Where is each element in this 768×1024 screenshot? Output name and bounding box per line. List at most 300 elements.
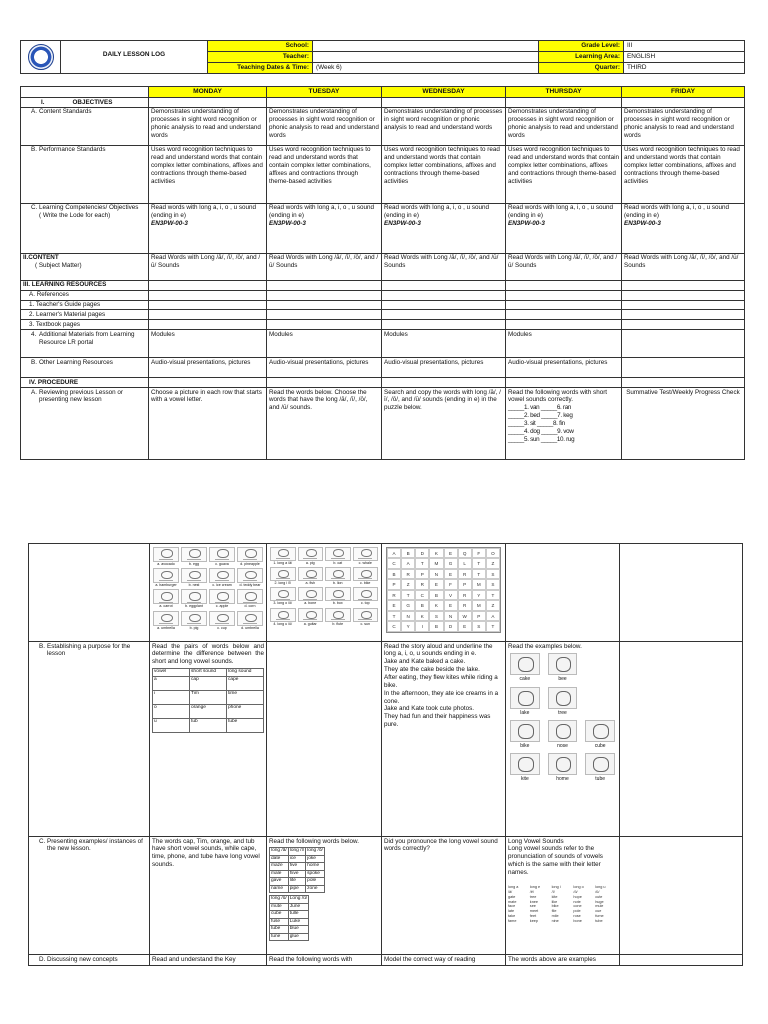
picture-choice [325, 567, 351, 585]
picture-icon [270, 567, 296, 581]
picture-caption: 3. long o /ō/ [273, 601, 293, 606]
examples-thu: Long Vowel Sounds Long vowel sounds refer to the pronunciation of sounds of vowels which is the same with their letter names. long a /ā/ gate mate face late take fame long e /ē/ tree knee see meet feet keep long i /ī/ kite like bike file mile nine long o /ō/ hope note cone pole rose bone long u /ū/ cute huge mule cue fume tube [506, 837, 620, 955]
picture-caption: a. carrot [159, 604, 173, 609]
pairs-cell: i [153, 690, 190, 704]
puzzle-letter: R [415, 579, 429, 590]
puzzle-letter: Y [401, 621, 415, 632]
review-mon: Choose a picture in each row that starts with a vowel letter. [149, 388, 267, 460]
puzzle-letter: G [444, 558, 458, 569]
word-cell: joke [306, 855, 325, 863]
picture-icon [209, 589, 235, 604]
puzzle-letter: C [387, 621, 401, 632]
short-vowel-item: _____5. sun _____10. rug [508, 435, 575, 443]
day-tuesday: TUESDAY [267, 87, 382, 98]
picture-choice [270, 608, 296, 626]
puzzle-letter: D [444, 621, 458, 632]
modules-thu: Modules [506, 330, 622, 358]
content-mon: Read Words with Long /ā/, /ī/, /ō/, and /ū/ Sounds [149, 253, 267, 280]
example-item [510, 687, 540, 716]
picture-choice [153, 547, 179, 566]
example-item [585, 720, 615, 749]
performance-standards-wed: Uses word recognition techniques to read and understand words that contain complex letter combinations, affixes and contractions through theme-based activities [382, 145, 506, 203]
competencies-label: C. Learning Competencies/ Objectives ( Write the Lode for each) [21, 203, 149, 253]
teacher-label: Teacher: [208, 52, 313, 63]
picture-icon [237, 589, 263, 604]
puzzle-letter: Z [401, 579, 415, 590]
picture-caption: d. corn [244, 604, 256, 609]
picture-choice [298, 587, 324, 605]
content-label: II.CONTENT ( Subject Matter) [21, 253, 149, 280]
quarter-value: THIRD [624, 63, 745, 74]
story-line: Jake and Kate baked a cake. [384, 658, 466, 666]
example-word: nose [557, 742, 568, 749]
puzzle-letter: A [486, 611, 500, 622]
word-cell: cube [270, 911, 289, 919]
review-thu: Read the following words with short vowel sounds correctly. _____1. van _____6. ran _____2. bed _____7. keg _____3. sit _____8. fin _____4. dog _____9. vow _____5. sun _____10. rug [506, 388, 622, 460]
puzzle-letter: E [387, 600, 401, 611]
story-line: Read the story aloud and underline the long a, i, o, u sounds ending in e. [384, 642, 493, 658]
picture-choice [270, 587, 296, 605]
performance-standards-tue: Uses word recognition techniques to read and understand words that contain complex letter combinations, affixes and contractions through theme-based activities [267, 145, 382, 203]
picture-icon [270, 547, 296, 561]
discussing-tue: Read the following words with [267, 955, 382, 966]
picture-caption: b. cat [333, 560, 343, 565]
puzzle-letter: E [429, 579, 443, 590]
puzzle-letter: P [472, 611, 486, 622]
picture-choice [325, 608, 351, 626]
example-item [510, 653, 540, 682]
pairs-cell: orange [190, 704, 227, 718]
example-picture-icon [510, 653, 540, 675]
picture-icon [325, 567, 351, 581]
example-picture-icon [548, 753, 578, 775]
picture-choice [237, 589, 263, 608]
picture-choice [181, 547, 207, 566]
word-cell: mute [270, 903, 289, 911]
example-picture-icon [548, 720, 578, 742]
header-table [20, 40, 745, 74]
table-row [270, 863, 325, 871]
puzzle-letter: V [444, 590, 458, 601]
picture-caption: a. guitar [303, 621, 317, 626]
example-picture-icon [510, 687, 540, 709]
puzzle-letter: F [444, 579, 458, 590]
table-header-cell: long /ō/ [307, 848, 323, 854]
short-vowel-item: _____3. sit _____8. fin [508, 419, 565, 427]
example-word: tube [595, 776, 606, 783]
puzzle-letter: C [387, 558, 401, 569]
other-resources-mon: Audio-visual presentations, pictures [149, 358, 267, 378]
example-word: tree [558, 709, 567, 716]
examples-wed: Did you pronounce the long vowel sound words correctly? [382, 837, 506, 955]
school-label: School: [208, 41, 313, 52]
long-vowel-columns [508, 885, 617, 924]
puzzle-letter: R [458, 590, 472, 601]
example-picture-icon [548, 687, 578, 709]
example-word: home [556, 776, 569, 783]
area-label: Learning Area: [539, 52, 624, 63]
picture-choice [237, 611, 263, 630]
puzzle-letter: N [444, 611, 458, 622]
example-item [548, 753, 578, 782]
picture-caption: c. whale [358, 560, 372, 565]
puzzle-letter: B [387, 569, 401, 580]
discussing-mon: Read and understand the Key [150, 955, 267, 966]
picture-icon [270, 587, 296, 601]
pairs-cell: u [153, 718, 190, 732]
tue-picture-rows [267, 544, 382, 642]
pairs-cell: phone [227, 704, 264, 718]
word-cell: name [270, 885, 289, 893]
puzzle-letter: Q [458, 548, 472, 559]
competency-wed: Read words with long a, i, o , u sound (ending in e) EN3PW-00-3 [382, 203, 506, 253]
picture-choice [298, 547, 324, 565]
content-standards-label: A. Content Standards [21, 107, 149, 145]
table-row [270, 870, 325, 878]
picture-choice [353, 547, 379, 565]
content-thu: Read Words with Long /ā/, /ī/, /ō/, and /ū/ Sounds [506, 253, 622, 280]
word-cell: fuse [270, 918, 289, 926]
puzzle-letter: P [415, 569, 429, 580]
picture-caption: c. sun [360, 621, 371, 626]
table-header-cell: long /ū/ [271, 896, 287, 902]
puzzle-letter: Z [486, 600, 500, 611]
puzzle-letter: S [429, 611, 443, 622]
puzzle-letter: B [401, 548, 415, 559]
day-friday: FRIDAY [622, 87, 745, 98]
picture-choice [298, 567, 324, 585]
content-standards-wed: Demonstrates understanding of processes in sight word recognition or phonic analysis to read and understand words [382, 107, 506, 145]
puzzle-letter: R [458, 569, 472, 580]
picture-icon [153, 611, 179, 626]
picture-choice [209, 568, 235, 587]
puzzle-letter: T [387, 611, 401, 622]
example-item [548, 687, 578, 716]
puzzle-letter: D [415, 548, 429, 559]
picture-choice [353, 608, 379, 626]
pairs-cell: o [153, 704, 190, 718]
content-tue: Read Words with Long /ā/, /ī/, /ō/, and /ū/ Sounds [267, 253, 382, 280]
pairs-cell: a [153, 676, 190, 690]
word-cell: Luke [288, 918, 308, 926]
example-word: cube [594, 742, 606, 749]
puzzle-letter: R [387, 590, 401, 601]
discussing-thu: The words above are examples [506, 955, 620, 966]
story-line: Jake and Kate took cute photos. [384, 705, 474, 713]
picture-icon [209, 611, 235, 626]
picture-icon [237, 547, 263, 562]
example-word: bike [520, 742, 530, 749]
content-standards-mon: Demonstrates understanding of processes in sight word recognition or phonic analysis to read and understand words [149, 107, 267, 145]
other-resources-thu: Audio-visual presentations, pictures [506, 358, 622, 378]
pairs-cell: tub [190, 718, 227, 732]
modules-tue: Modules [267, 330, 382, 358]
puzzle-letter: R [458, 600, 472, 611]
vowel-column: long a /ā/ gate mate face late take fame [508, 884, 519, 924]
picture-icon [153, 568, 179, 583]
picture-caption: d. teddy bear [239, 582, 261, 587]
picture-icon [325, 547, 351, 561]
puzzle-letter: I [415, 621, 429, 632]
table-row [270, 926, 309, 934]
example-item [510, 720, 540, 749]
vowel-column: long i /ī/ kite like bike file mile nine [551, 884, 561, 924]
content-standards-fri: Demonstrates understanding of processes in sight word recognition or phonic analysis to read and understand words [622, 107, 745, 145]
picture-icon [298, 608, 324, 622]
puzzle-letter: N [401, 611, 415, 622]
picture-choice [270, 567, 296, 585]
short-vowel-item: _____1. van _____6. ran [508, 404, 572, 412]
word-cell: tune [270, 933, 289, 941]
picture-icon [181, 589, 207, 604]
picture-caption: a. hamburger [155, 582, 177, 587]
discussing-label: D. Discussing new concepts [29, 955, 150, 966]
lesson-grid-part2 [28, 543, 743, 966]
picture-caption: a. avocado [157, 561, 175, 566]
objectives-heading: I. OBJECTIVES [21, 98, 149, 108]
school-value [313, 41, 539, 52]
puzzle-letter: M [472, 600, 486, 611]
picture-caption: 2. long i /ī/ [274, 580, 292, 585]
picture-caption: b. eggplant [185, 604, 203, 609]
pairs-header-cell: short sound [190, 669, 227, 677]
example-picture-icon [585, 720, 615, 742]
purpose-thu: Read the examples below. cake bee lake tree bike nose cube kite home tube [506, 642, 620, 837]
picture-caption: a. umbrella [157, 625, 175, 630]
picture-icon [181, 568, 207, 583]
pairs-cell: time [227, 690, 264, 704]
table-header-cell: long /ā/ [271, 848, 287, 854]
lm-pages-label: 2. Learner's Material pages [21, 310, 149, 320]
word-cell: tulle [288, 911, 308, 919]
performance-standards-label: B. Performance Standards [21, 145, 149, 203]
puzzle-letter: T [486, 621, 500, 632]
table-row [153, 676, 264, 690]
picture-choice [298, 608, 324, 626]
day-wednesday: WEDNESDAY [382, 87, 506, 98]
picture-choice [353, 587, 379, 605]
puzzle-letter: T [415, 558, 429, 569]
example-word: bee [558, 676, 567, 683]
modules-wed: Modules [382, 330, 506, 358]
puzzle-letter: P [387, 579, 401, 590]
picture-icon [353, 608, 379, 622]
picture-choice [209, 611, 235, 630]
puzzle-letter: K [415, 611, 429, 622]
picture-caption: c. top [360, 601, 370, 606]
purpose-label: B. Establishing a purpose for the lesson [29, 642, 150, 837]
table-row [270, 918, 309, 926]
examples-mon: The words cap, Tim, orange, and tub have short vowel sounds, while cape, time, phone, and tube have long vowel sounds. [150, 837, 267, 955]
review-fri: Summative Test/Weekly Progress Check [622, 388, 745, 460]
puzzle-letter: T [472, 569, 486, 580]
picture-choice [209, 547, 235, 566]
puzzle-letter: T [472, 558, 486, 569]
example-item [548, 653, 578, 682]
picture-icon [353, 587, 379, 601]
dates-value: (Week 6) [313, 63, 539, 74]
picture-icon [209, 568, 235, 583]
wed-word-puzzle [382, 544, 506, 642]
table-header [270, 848, 325, 856]
picture-icon [153, 589, 179, 604]
puzzle-letter: B [429, 621, 443, 632]
puzzle-letter: Z [486, 558, 500, 569]
picture-choice [153, 568, 179, 587]
competency-fri: Read words with long a, i, o , u sound (ending in e) EN3PW-00-3 [622, 203, 745, 253]
long-u-words-table [269, 895, 309, 941]
performance-standards-mon: Uses word recognition techniques to read and understand words that contain complex letter combinations, affixes and contractions through theme-based activities [149, 145, 267, 203]
example-item [585, 753, 615, 782]
story-line: In the afternoon, they ate ice creams in a cone. [384, 689, 499, 705]
word-cell: gave [270, 878, 289, 886]
table-row [153, 718, 264, 732]
table-row [270, 885, 325, 893]
puzzle-letter: B [429, 590, 443, 601]
picture-caption: c. cup [217, 625, 227, 630]
picture-caption: 1. long a /ā/ [273, 560, 293, 565]
review-wed: Search and copy the words with long /ā/, /ī/, /ō/, and /ū/ sounds (ending in e) in the puzzle below. [382, 388, 506, 460]
word-cell: pole [306, 878, 325, 886]
picture-icon [325, 587, 351, 601]
example-word: kite [520, 776, 529, 783]
story-line: They had fun and their happiness was pure. [384, 713, 491, 729]
word-cell: ice [288, 855, 305, 863]
day-monday: MONDAY [149, 87, 267, 98]
table-row [270, 878, 325, 886]
example-picture-icon [585, 753, 615, 775]
table-row [153, 704, 264, 718]
puzzle-letter: L [458, 558, 472, 569]
picture-icon [298, 587, 324, 601]
puzzle-letter: R [401, 569, 415, 580]
pairs-cell: cape [227, 676, 264, 690]
picture-icon [325, 608, 351, 622]
dates-label: Teaching Dates & Time: [208, 63, 313, 74]
word-cell: five [288, 863, 305, 871]
puzzle-letter: W [458, 611, 472, 622]
word-cell: maze [270, 863, 289, 871]
puzzle-letter: N [429, 569, 443, 580]
content-wed: Read Words with Long /ā/, /ī/, /ō/, and /ū/ Sounds [382, 253, 506, 280]
example-picture-icon [510, 720, 540, 742]
examples-label: C. Presenting examples/ instances of the new lesson. [29, 837, 150, 955]
word-cell: tube [270, 926, 289, 934]
picture-caption: c. bike [360, 580, 371, 585]
puzzle-letter: E [444, 569, 458, 580]
puzzle-letter: C [415, 590, 429, 601]
modules-mon: Modules [149, 330, 267, 358]
vowel-column: long u /ū/ cute huge mule cue fume tube [595, 884, 606, 924]
picture-choice [181, 611, 207, 630]
teacher-value [313, 52, 539, 63]
picture-caption: c. apple [215, 604, 229, 609]
tg-pages-label: 1. Teacher's Guide pages [21, 300, 149, 310]
example-item [510, 753, 540, 782]
performance-standards-thu: Uses word recognition techniques to read and understand words that contain complex letter combinations, affixes and contractions through theme-based activities [506, 145, 622, 203]
picture-caption: c. ice cream [212, 582, 232, 587]
area-value: ENGLISH [624, 52, 745, 63]
textbook-pages-label: 3. Textbook pages [21, 320, 149, 330]
picture-caption: a. pig [305, 560, 315, 565]
puzzle-letter: S [472, 621, 486, 632]
vowel-column: long o /ō/ hope note cone pole rose bone [573, 884, 584, 924]
lesson-grid-part1 [20, 86, 745, 460]
puzzle-letter: A [387, 548, 401, 559]
picture-icon [298, 547, 324, 561]
other-resources-label: B. Other Learning Resources [21, 358, 149, 378]
content-fri: Read Words with Long /ā/, /ī/, /ō/, and /ū/ Sounds [622, 253, 745, 280]
puzzle-letter: A [401, 558, 415, 569]
resources-heading: III. LEARNING RESOURCES [21, 280, 149, 290]
table-row [270, 903, 309, 911]
long-vowel-words-table [269, 847, 325, 893]
picture-choice [237, 547, 263, 566]
picture-icon [181, 547, 207, 562]
discussing-wed: Model the correct way of reading [382, 955, 506, 966]
puzzle-letter: E [444, 548, 458, 559]
puzzle-letter: T [401, 590, 415, 601]
puzzle-letter: E [444, 600, 458, 611]
puzzle-letter: F [472, 548, 486, 559]
log-title: DAILY LESSON LOG [61, 41, 208, 74]
corner-cell [21, 87, 149, 98]
quarter-label: Quarter: [539, 63, 624, 74]
word-cell: date [270, 855, 289, 863]
short-vowel-item: _____4. dog _____9. vow [508, 427, 574, 435]
word-cell: hive [288, 870, 305, 878]
word-cell: home [306, 863, 325, 871]
word-cell: pipe [288, 885, 305, 893]
deped-seal-cell [21, 41, 61, 74]
picture-choice [237, 568, 263, 587]
day-thursday: THURSDAY [506, 87, 622, 98]
example-item [548, 720, 578, 749]
picture-choice [153, 611, 179, 630]
puzzle-letter: O [486, 548, 500, 559]
puzzle-letter: S [486, 579, 500, 590]
examples-tue: Read the following words below. long /ā/ long /ī/ long /ō/ date ice joke maze five home male hive spoke gave lite pole name pipe zone long /ū/ Long /ū/ mute June cube tulle fuse Luke tube blue tune glue [267, 837, 382, 955]
picture-caption: 4. long u /ū/ [273, 621, 293, 626]
additional-materials-label: 4. Additional Materials from Learning Resource LR portal [21, 330, 149, 358]
puzzle-letter: G [401, 600, 415, 611]
puzzle-letter: P [458, 579, 472, 590]
mon-picture-rows [150, 544, 267, 642]
other-resources-wed: Audio-visual presentations, pictures [382, 358, 506, 378]
picture-caption: a. bone [304, 601, 317, 606]
other-resources-tue: Audio-visual presentations, pictures [267, 358, 382, 378]
pairs-cell: tube [227, 718, 264, 732]
word-cell: blue [288, 926, 308, 934]
picture-choice [153, 589, 179, 608]
picture-caption: d. pineapple [240, 561, 260, 566]
picture-choice [181, 589, 207, 608]
word-cell: zone [306, 885, 325, 893]
word-cell: spoke [306, 870, 325, 878]
puzzle-letter: B [415, 600, 429, 611]
picture-icon [237, 568, 263, 583]
table-header-cell: long /ī/ [289, 848, 305, 854]
picture-icon [353, 567, 379, 581]
references-label: A. References [21, 290, 149, 300]
pairs-cell: Tim [190, 690, 227, 704]
puzzle-letter: M [472, 579, 486, 590]
table-header-cell: Long /ū/ [289, 896, 308, 902]
procedure-heading: IV. PROCEDURE [21, 378, 149, 388]
puzzle-letter: K [429, 600, 443, 611]
table-row [270, 855, 325, 863]
grade-value: III [624, 41, 745, 52]
